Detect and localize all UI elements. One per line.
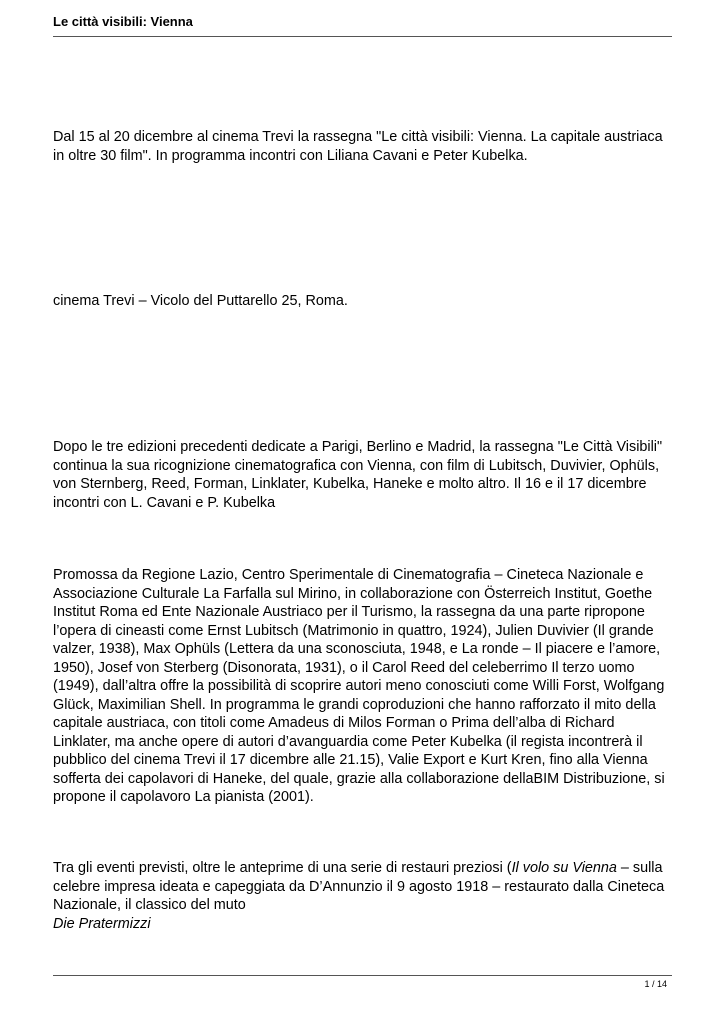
events-text-part2: – sulla celebre impresa ideata e capeggiata da D’Annunzio il 9 agosto 1918 – restaurato dalla Cineteca Nazionale, il classico del muto xyxy=(53,860,665,913)
film-title-il-volo-su-vienna: Il volo su Vienna xyxy=(511,860,617,876)
film-title-die-pratermizzi: Die Pratermizzi xyxy=(53,915,151,932)
events-text-part1: Tra gli eventi previsti, oltre le anteprime di una serie di restauri preziosi ( xyxy=(53,860,512,876)
page-number: 1 / 14 xyxy=(644,979,667,989)
header-divider xyxy=(53,36,672,37)
paragraph-events xyxy=(53,859,675,933)
footer-divider xyxy=(53,975,672,976)
page-header-title: Le città visibili: Vienna xyxy=(53,14,193,29)
paragraph-intro: Dal 15 al 20 dicembre al cinema Trevi la rassegna "Le città visibili: Vienna. La capitale austriaca in oltre 30 film". In programma incontri con Liliana Cavani e Peter Kubelka. xyxy=(53,129,663,164)
paragraph-editions: Dopo le tre edizioni precedenti dedicate a Parigi, Berlino e Madrid, la rassegna "Le Città Visibili" continua la sua ricognizione cinematografica con Vienna, con film di Lubitsch, Duvivier, Ophüls, von Sternberg, Reed, Forman, Linklater, Kubelka, Haneke e molto altro. Il 16 e il 17 dicembre incontri con L. Cavani e P. Kubelka xyxy=(53,439,663,511)
paragraph-venue: cinema Trevi – Vicolo del Puttarello 25, Roma. xyxy=(53,293,348,309)
paragraph-promotion: Promossa da Regione Lazio, Centro Sperimentale di Cinematografia – Cineteca Nazionale e Associazione Culturale La Farfalla sul Mirino, in collaborazione con Österreich Institut, Goethe Institut Roma ed Ente Nazionale Austriaco per il Turismo, la rassegna da una parte ripropone l’opera di cineasti come Ernst Lubitsch (Matrimonio in quattro, 1924), Julien Duvivier (Il grande valzer, 1938), Max Ophüls (Lettera da una sconosciuta, 1948, e La ronde – Il piacere e l’amore, 1950), Josef von Sterberg (Disonorata, 1931), o il Carol Reed del celeberrimo Il terzo uomo (1949), dall’altra offre la possibilità di scoprire autori meno conosciuti come Willi Forst, Wolfgang Glück, Maximilian Shell. In programma le grandi coproduzioni che hanno rafforzato il mito della capitale austriaca, con titoli come Amadeus di Milos Forman o Prima dell’alba di Richard Linklater, ma anche opere di autori d’avanguardia come Peter Kubelka (il regista incontrerà il pubblico del cinema Trevi il 17 dicembre alle 21.15), Valie Export e Kurt Kren, fino alla Vienna sofferta dei capolavori di Haneke, del quale, grazie alla collaborazione dellaBIM Distribuzione, si propone il capolavoro La pianista (2001). xyxy=(53,567,665,805)
